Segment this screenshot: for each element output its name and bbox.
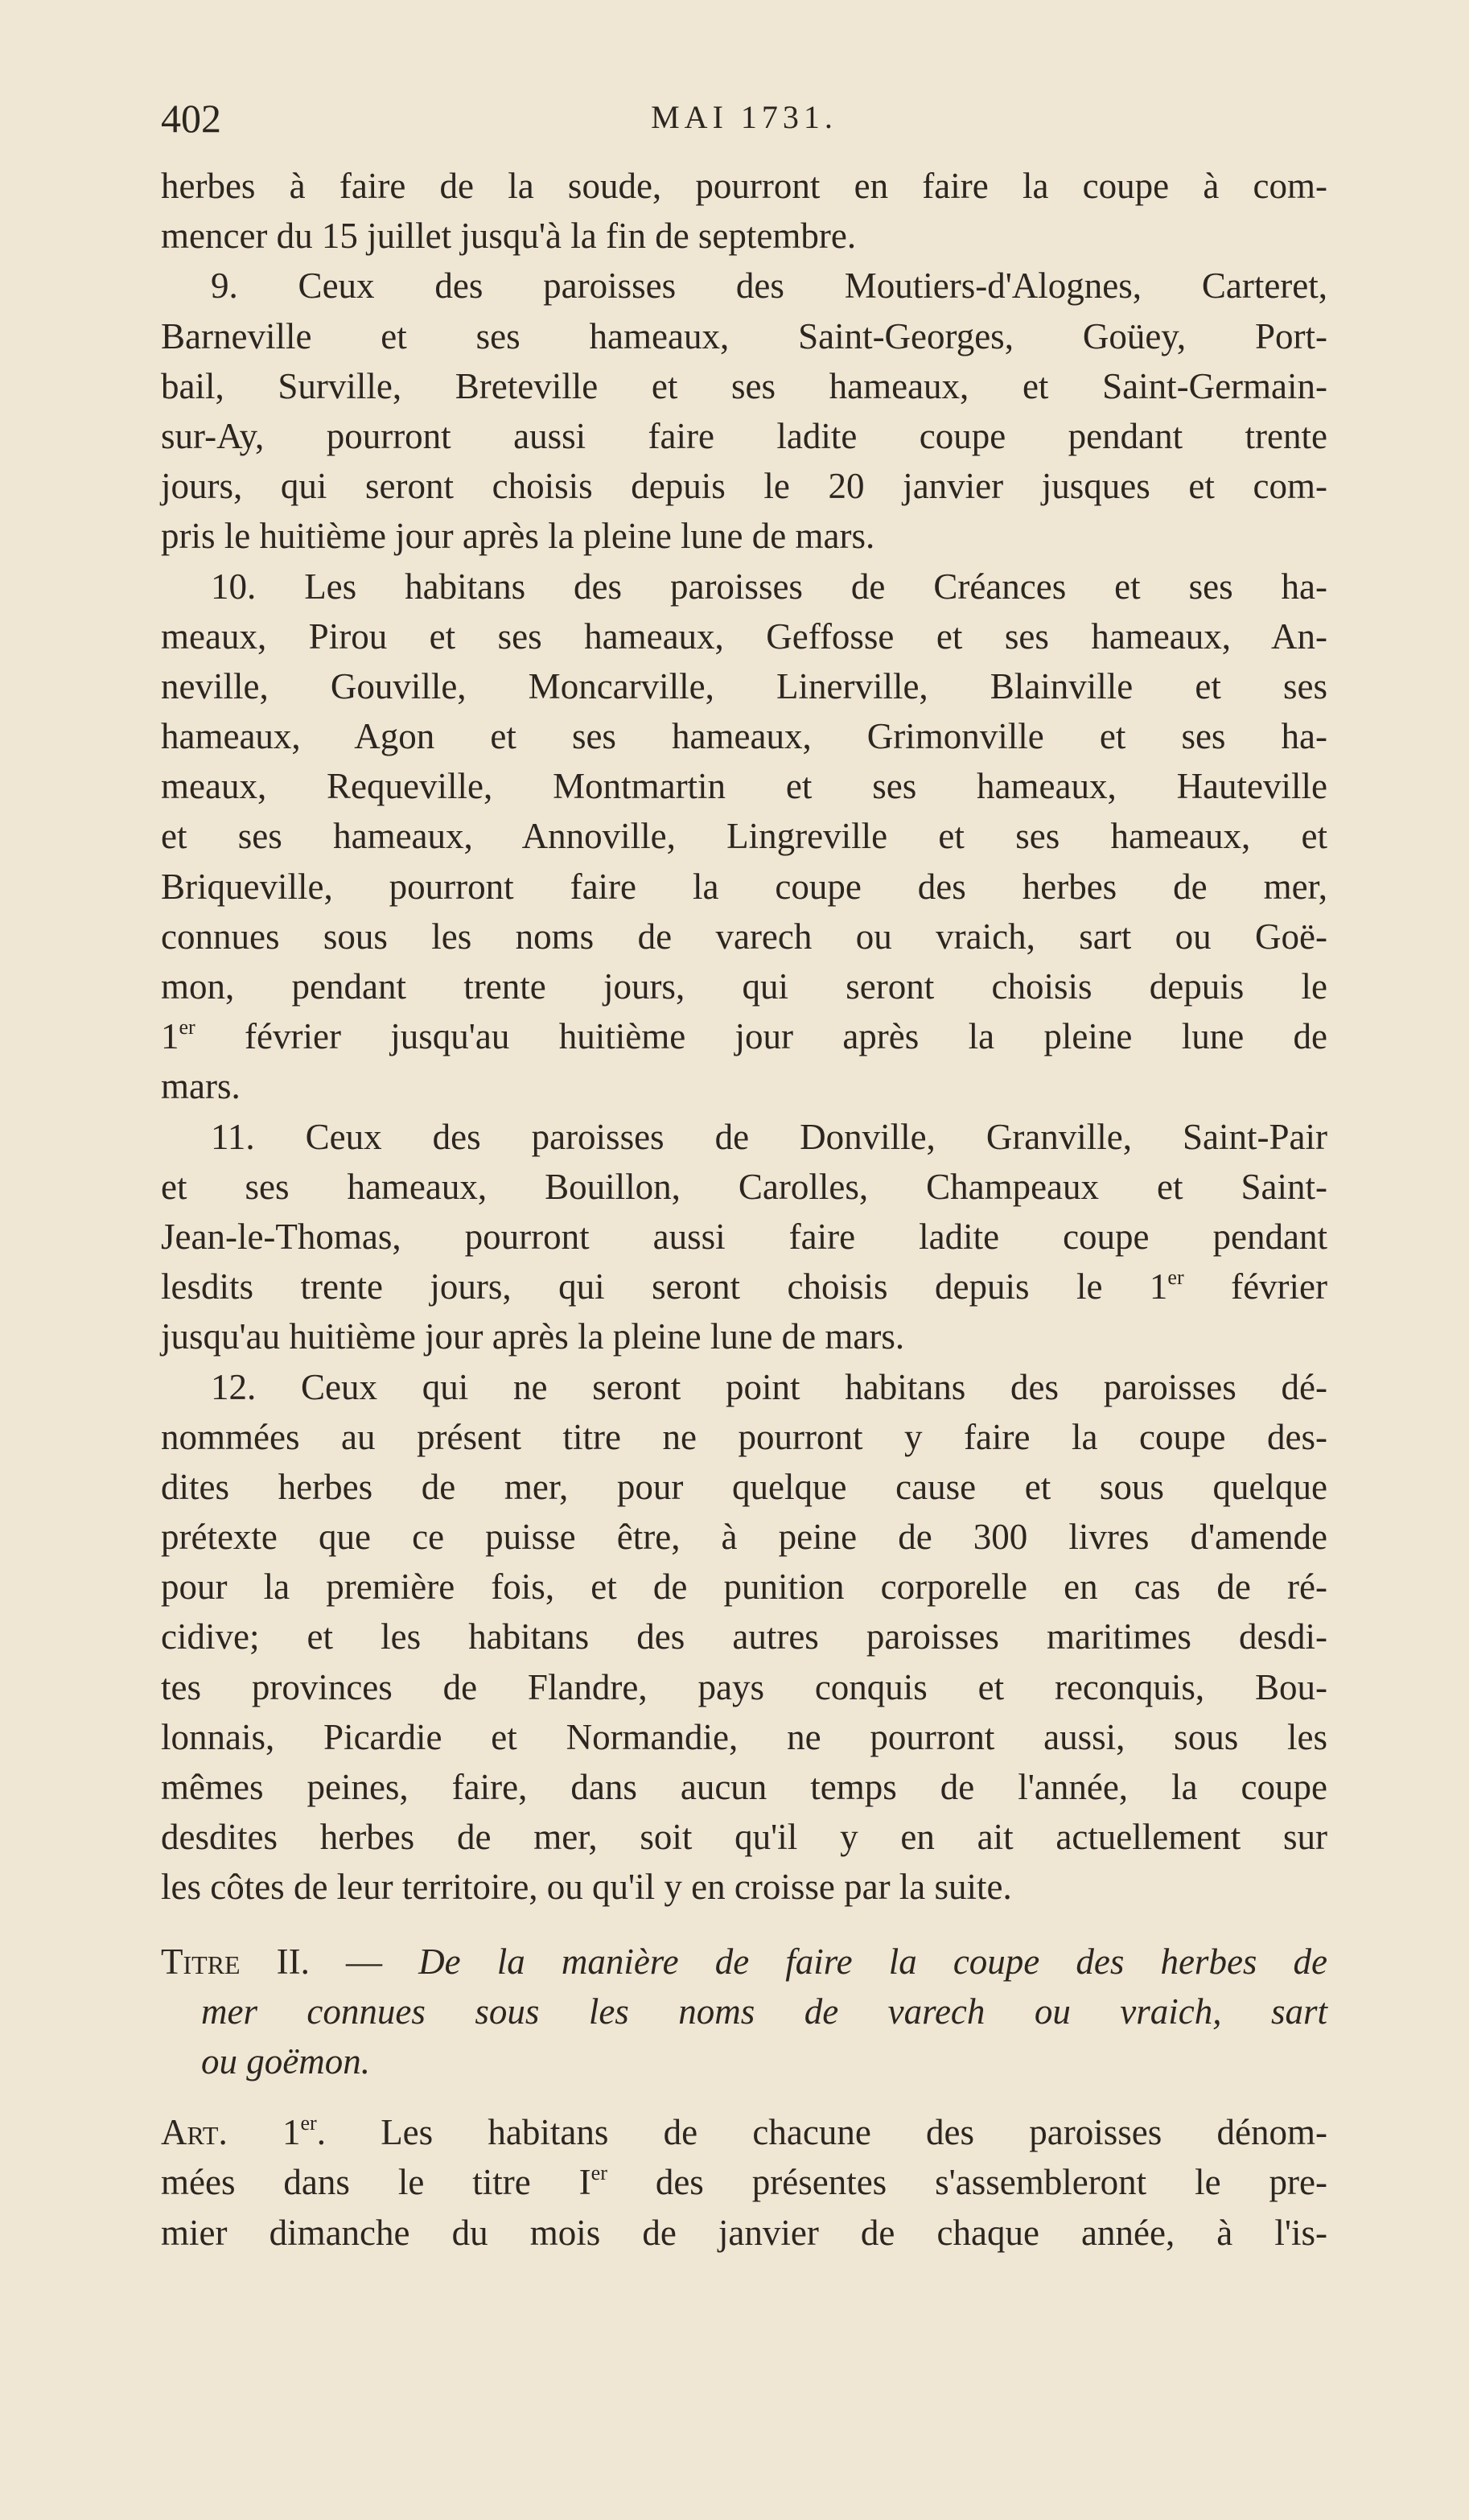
- ordinal-superscript: er: [300, 2111, 317, 2135]
- text-line: Briqueville, pourront faire la coupe des herbes de mer,: [161, 866, 1327, 907]
- text-line: dites herbes de mer, pour quelque cause et sous quelque: [161, 1466, 1327, 1507]
- text-line: hameaux, Agon et ses hameaux, Grimonville et ses ha-: [161, 716, 1327, 757]
- ordinal-superscript: er: [179, 1015, 195, 1040]
- text-line: 11. Ceux des paroisses de Donville, Granville, Saint-Pair: [211, 1116, 1327, 1157]
- text-line: herbes à faire de la soude, pourront en faire la coupe à com-: [161, 166, 1327, 206]
- text-line-start: lesdits trente jours, qui seront choisis depuis le 1: [161, 1266, 1168, 1307]
- text-line-rest: . Les habitans de chacune des paroisses dénom-: [316, 2112, 1327, 2153]
- section-title-line: [161, 1937, 1327, 1987]
- text-line: mier dimanche du mois de janvier de chaque année, à l'is-: [161, 2212, 1327, 2253]
- text-line: et ses hameaux, Bouillon, Carolles, Champeaux et Saint-: [161, 1166, 1327, 1207]
- text-line-rest: des présentes s'assembleront le pre-: [607, 2162, 1327, 2203]
- em-dash: —: [309, 1941, 419, 1982]
- text-line: pour la première fois, et de punition corporelle en cas de ré-: [161, 1567, 1327, 1608]
- text-line-rest: février: [1183, 1266, 1328, 1307]
- text-line: meaux, Requeville, Montmartin et ses hameaux, Hauteville: [161, 766, 1327, 807]
- text-line: jusqu'au huitième jour après la pleine lune de mars.: [161, 1316, 905, 1357]
- page-number: 402: [161, 96, 221, 141]
- text-line: Jean-le-Thomas, pourront aussi faire ladite coupe pendant: [161, 1216, 1327, 1257]
- text-line: pris le huitième jour après la pleine lune de mars.: [161, 516, 875, 557]
- page-header: [161, 95, 1327, 151]
- text-line: mon, pendant trente jours, qui seront choisis depuis le: [161, 966, 1327, 1007]
- section-title-line: [161, 1987, 1327, 2036]
- ordinal-superscript: er: [1167, 1266, 1184, 1290]
- text-line: les côtes de leur territoire, ou qu'il y en croisse par la suite.: [161, 1867, 1012, 1908]
- text-line-start: mées dans le titre I: [161, 2162, 591, 2203]
- text-line: mars.: [161, 1066, 241, 1107]
- text-line: Barneville et ses hameaux, Saint-Georges, Goüey, Port-: [161, 315, 1327, 356]
- text-line: lonnais, Picardie et Normandie, ne pourront aussi, sous les: [161, 1716, 1327, 1757]
- text-line: connues sous les noms de varech ou vraich, sart ou Goë-: [161, 916, 1327, 957]
- section-title-line: [161, 2036, 1327, 2086]
- text-line: nommées au présent titre ne pourront y faire la coupe des-: [161, 1416, 1327, 1457]
- text-line: bail, Surville, Breteville et ses hameaux, et Saint-Germain-: [161, 365, 1327, 406]
- text-line: [161, 2157, 1327, 2207]
- date-number: 1: [161, 1016, 179, 1057]
- ordinal-superscript: er: [590, 2161, 607, 2185]
- text-line: [161, 2107, 1327, 2157]
- text-line: tes provinces de Flandre, pays conquis et reconquis, Bou-: [161, 1666, 1327, 1707]
- text-line: et ses hameaux, Annoville, Lingreville et ses hameaux, et: [161, 816, 1327, 857]
- text-line: mencer du 15 juillet jusqu'à la fin de septembre.: [161, 216, 857, 257]
- section-title-label: Titre II.: [161, 1941, 310, 1982]
- spacer: [161, 1913, 1327, 1937]
- text-line: meaux, Pirou et ses hameaux, Geffosse et ses hameaux, An-: [161, 616, 1327, 657]
- text-line: 10. Les habitans des paroisses de Créances et ses ha-: [211, 566, 1327, 607]
- text-line-rest: février jusqu'au huitième jour après la pleine lune de: [195, 1016, 1327, 1057]
- text-line: cidive; et les habitans des autres paroisses maritimes desdi-: [161, 1616, 1327, 1657]
- section-title-text: mer connues sous les noms de varech ou vraich, sart: [201, 1991, 1327, 2032]
- article-label: Art. 1: [161, 2112, 301, 2153]
- text-line: mêmes peines, faire, dans aucun temps de l'année, la coupe: [161, 1767, 1327, 1807]
- running-head: MAI 1731.: [651, 99, 837, 135]
- text-line: 12. Ceux qui ne seront point habitans des paroisses dé-: [211, 1366, 1327, 1407]
- text-line: 9. Ceux des paroisses des Moutiers-d'Alognes, Carteret,: [211, 266, 1327, 307]
- body-text: [161, 161, 1327, 2258]
- section-title-text: De la manière de faire la coupe des herbes de: [418, 1941, 1328, 1982]
- text-line: [161, 1011, 1327, 1061]
- spacer: [161, 2086, 1327, 2107]
- text-line: neville, Gouville, Moncarville, Linerville, Blainville et ses: [161, 665, 1327, 706]
- section-title-text: ou goëmon.: [201, 2040, 370, 2081]
- text-line: jours, qui seront choisis depuis le 20 janvier jusques et com-: [161, 466, 1327, 507]
- text-line: [161, 1262, 1327, 1311]
- text-line: desdites herbes de mer, soit qu'il y en ait actuellement sur: [161, 1817, 1327, 1858]
- text-line: sur-Ay, pourront aussi faire ladite coupe pendant trente: [161, 415, 1327, 456]
- text-line: prétexte que ce puisse être, à peine de 300 livres d'amende: [161, 1517, 1327, 1558]
